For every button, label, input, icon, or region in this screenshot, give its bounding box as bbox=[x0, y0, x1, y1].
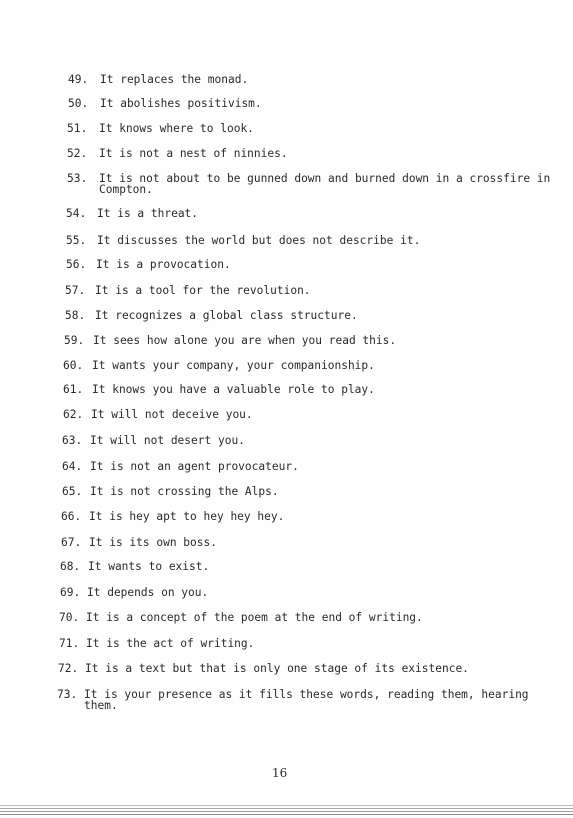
item-text bbox=[89, 537, 217, 548]
item-text-line: It is its own boss. bbox=[89, 536, 217, 549]
item-number: 65. bbox=[62, 485, 83, 498]
item-text-line: It replaces the monad. bbox=[100, 73, 249, 86]
item-text-line: It is not crossing the Alps. bbox=[90, 485, 279, 498]
item-text bbox=[99, 123, 254, 134]
item-text-line: It is not an agent provocateur. bbox=[90, 460, 299, 473]
item-text-line: It will not deceive you. bbox=[91, 408, 253, 421]
item-text bbox=[90, 435, 245, 446]
item-number: 57. bbox=[65, 284, 86, 297]
item-text bbox=[92, 360, 375, 371]
item-number: 62. bbox=[63, 408, 84, 421]
item-text-line: It is not about to be gunned down and burned down in a crossfire in bbox=[99, 172, 551, 185]
item-number: 50. bbox=[68, 97, 89, 110]
item-text-line: It is hey apt to hey hey hey. bbox=[89, 510, 285, 523]
item-text bbox=[95, 310, 358, 321]
item-number: 61. bbox=[63, 383, 84, 396]
item-number: 63. bbox=[62, 434, 83, 447]
item-text bbox=[87, 587, 208, 598]
item-text-line: It knows you have a valuable role to play. bbox=[92, 383, 375, 396]
scan-edge-line bbox=[0, 811, 573, 812]
item-text-line: It sees how alone you are when you read this. bbox=[93, 334, 397, 347]
item-text bbox=[96, 259, 231, 270]
item-text bbox=[86, 612, 423, 623]
item-text bbox=[97, 208, 198, 219]
scan-edge-line bbox=[0, 808, 573, 809]
item-text bbox=[90, 486, 279, 497]
item-text-line: It is a provocation. bbox=[96, 258, 231, 271]
item-number: 55. bbox=[66, 234, 87, 247]
item-number: 49. bbox=[68, 73, 89, 86]
item-text-line: them. bbox=[84, 699, 118, 712]
item-number: 71. bbox=[59, 637, 80, 650]
item-text-line: It wants to exist. bbox=[88, 560, 210, 573]
item-text bbox=[89, 511, 284, 522]
item-text bbox=[85, 663, 469, 674]
item-text bbox=[91, 409, 253, 420]
item-text-line: It depends on you. bbox=[87, 586, 209, 599]
item-number: 52. bbox=[67, 147, 88, 160]
item-number: 58. bbox=[65, 309, 86, 322]
scan-edge-line bbox=[0, 805, 573, 806]
item-text-line: It recognizes a global class structure. bbox=[95, 309, 358, 322]
item-text bbox=[100, 98, 262, 109]
item-text-line: It wants your company, your companionship. bbox=[92, 359, 375, 372]
item-number: 53. bbox=[67, 172, 88, 185]
item-text bbox=[95, 285, 311, 296]
item-number: 70. bbox=[59, 611, 80, 624]
item-text-line: It is a tool for the revolution. bbox=[95, 284, 311, 297]
item-text-line: Compton. bbox=[99, 183, 153, 196]
item-number: 66. bbox=[61, 510, 82, 523]
item-text bbox=[99, 173, 550, 195]
item-number: 51. bbox=[67, 122, 88, 135]
item-text bbox=[99, 148, 288, 159]
item-text-line: It abolishes positivism. bbox=[100, 97, 262, 110]
page-number: 16 bbox=[272, 766, 288, 780]
item-text-line: It is the act of writing. bbox=[86, 637, 255, 650]
item-text bbox=[90, 461, 299, 472]
item-text-line: It discusses the world but does not describe it. bbox=[97, 234, 421, 247]
item-number: 54. bbox=[66, 207, 87, 220]
item-text-line: It is not a nest of ninnies. bbox=[99, 147, 288, 160]
item-text bbox=[92, 384, 375, 395]
item-number: 60. bbox=[63, 359, 84, 372]
item-number: 73. bbox=[57, 688, 78, 701]
item-text-line: It is a text but that is only one stage of its existence. bbox=[85, 662, 469, 675]
item-number: 72. bbox=[58, 662, 79, 675]
item-number: 68. bbox=[60, 560, 81, 573]
scan-edge-line bbox=[0, 814, 573, 815]
item-number: 64. bbox=[62, 460, 83, 473]
item-number: 59. bbox=[64, 334, 85, 347]
item-number: 56. bbox=[66, 258, 87, 271]
item-text bbox=[84, 689, 529, 711]
item-text bbox=[88, 561, 209, 572]
item-text-line: It will not desert you. bbox=[90, 434, 245, 447]
item-text-line: It is a threat. bbox=[97, 207, 199, 220]
item-text-line: It is a concept of the poem at the end of writing. bbox=[86, 611, 423, 624]
item-text bbox=[86, 638, 254, 649]
item-text bbox=[97, 235, 420, 246]
item-number: 69. bbox=[60, 586, 81, 599]
item-text-line: It knows where to look. bbox=[99, 122, 254, 135]
item-text bbox=[100, 74, 248, 85]
item-text bbox=[93, 335, 396, 346]
item-text-line: It is your presence as it fills these words, reading them, hearing bbox=[84, 688, 529, 701]
item-number: 67. bbox=[61, 536, 82, 549]
